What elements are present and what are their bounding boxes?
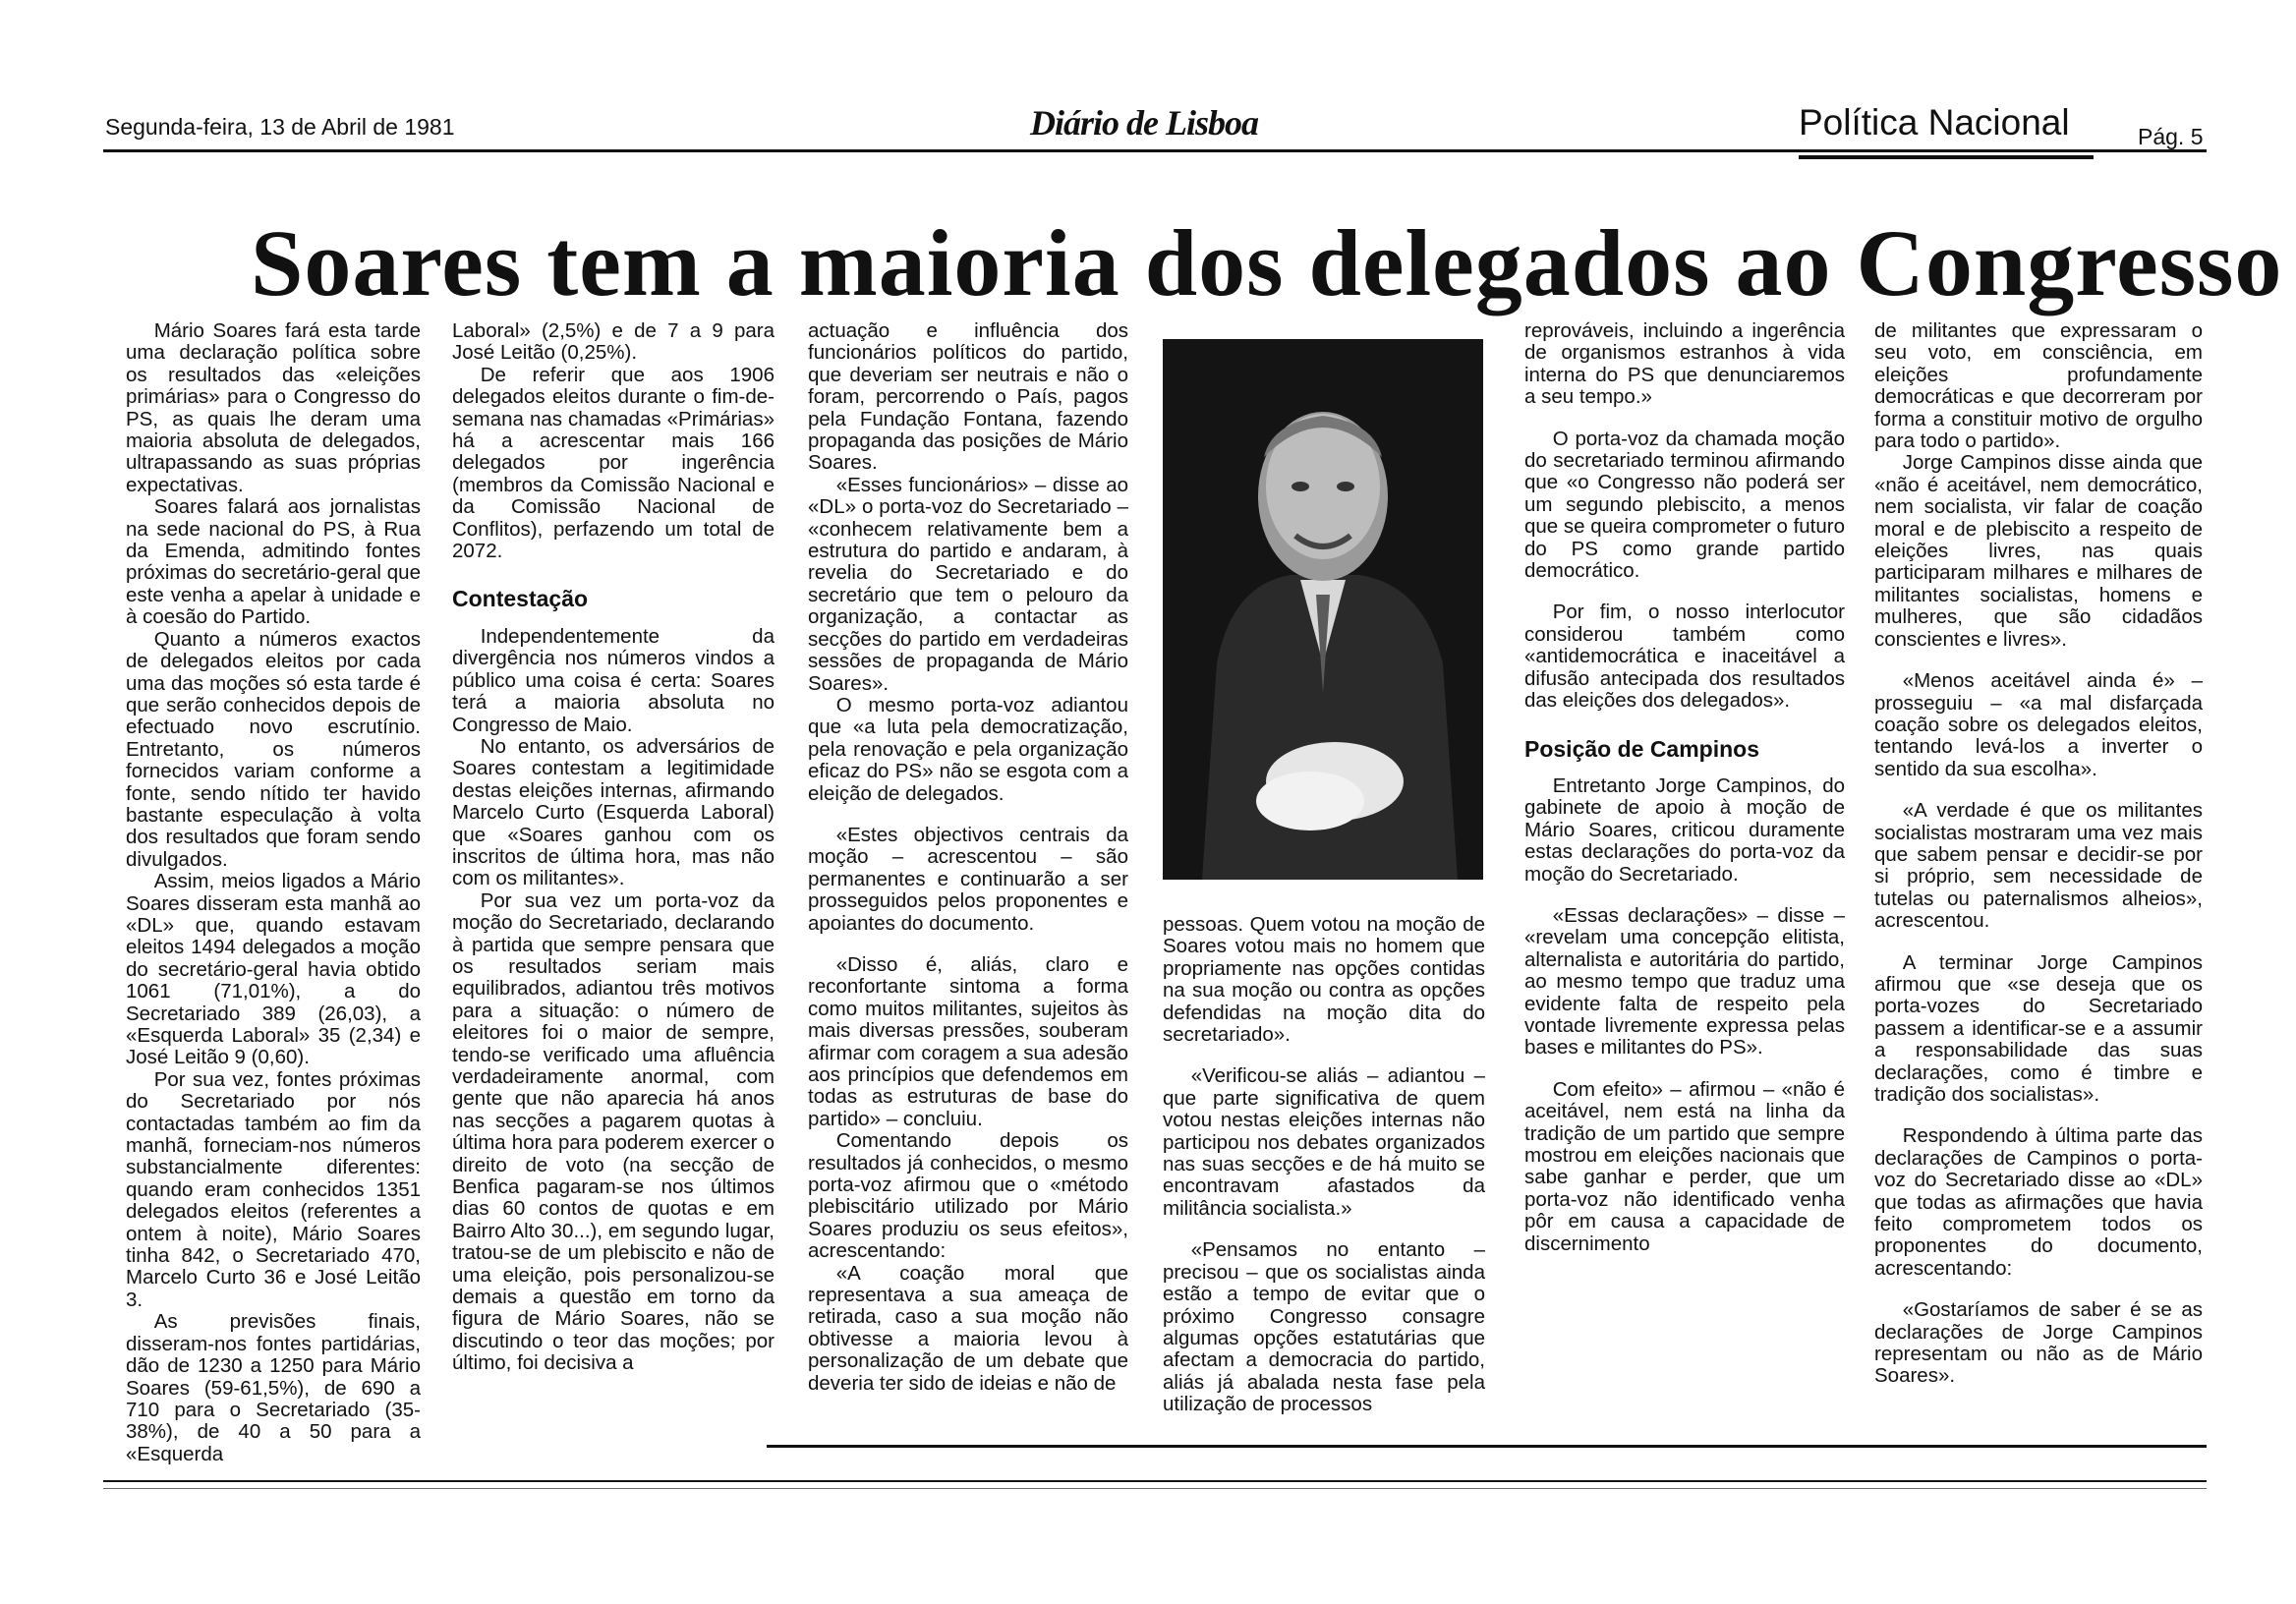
portrait-illustration <box>1163 339 1483 880</box>
section-title: Política Nacional <box>1799 102 2070 143</box>
paragraph: As previsões finais, disseram-nos fontes partidárias, dão de 1230 a 1250 para Mário Soares (59-61,5%), de 690 a 710 para o Secretariado (35-38%), de 40 a 50 para a «Esquerda <box>126 1310 421 1465</box>
paragraph: No entanto, os adversários de Soares contestam a legitimidade destas eleições internas, afirmando Marcelo Curto (Esquerda Laboral) que «Soares ganhou com os inscritos de última hora, mas não com os militantes». <box>452 734 775 890</box>
paragraph: O porta-voz da chamada moção do secretariado terminou afirmando que «o Congresso não poderá ser um segundo plebiscito, a menos que se queira comprometer o futuro do PS como grande partido democrático. <box>1524 427 1845 583</box>
paragraph: «A verdade é que os militantes socialistas mostraram uma vez mais que sabem pensar e decidir-se por si próprio, sem necessidade de tutelas ou paternalismos alheios», acrescentou. <box>1874 799 2203 933</box>
paragraph: «Menos aceitável ainda é» – prosseguiu – «a mal disfarçada coação sobre os delegados eleitos, tentando levá-los a inverter o sentido da sua escolha». <box>1874 669 2203 780</box>
page-bottom-rule-thin <box>103 1488 2207 1489</box>
paragraph: de militantes que expressaram o seu voto, em consciência, em eleições profundamente democráticas e que decorreram por forma a constituir motivo de orgulho para todo o partido». <box>1874 319 2203 453</box>
paragraph: «Pensamos no entanto – precisou – que os socialistas ainda estão a tempo de evitar que o próximo Congresso consagre algumas opções estatutárias que afectam a democracia do partido, aliás já abalada nesta fase pela utilização de processos <box>1163 1238 1485 1416</box>
article-column-5 <box>1524 320 1845 1255</box>
paragraph: Por fim, o nosso interlocutor considerou também como «antidemocrática e inaceitável a difusão antecipada dos resultados das eleições dos delegados». <box>1524 601 1845 713</box>
paragraph: Quanto a números exactos de delegados eleitos por cada uma das moções só esta tarde é que serão conhecidos depois de efectuado novo escrutínio. Entretanto, os números fornecidos variam conforme a fonte, sendo nítido ter havido bastante especulação à volta dos resultados que foram sendo divulgados. <box>126 627 421 871</box>
article-headline: Soares tem a maioria dos delegados ao Congresso <box>251 210 2283 315</box>
paragraph: Por sua vez um porta-voz da moção do Secretariado, declarando à partida que sempre pensara que os resultados seriam mais equilibrados, adiantou três motivos para a situação: o número de eleitores foi o maior de sempre, tendo-se verificado uma afluência verdadeiramente anormal, com gente que não aparecia há anos nas secções a pagarem quotas à última hora para poderem exercer o direito de voto (na secção de Benfica pagaram-se nos últimos dias 60 contos de quotas e em Bairro Alto 30...), em segundo lugar, tratou-se de um plebiscito e não de uma eleição, pois personalizou-se demais a questão em torno da figura de Mário Soares, não se discutindo o teor das moções; por último, foi decisiva a <box>452 888 775 1375</box>
header-rule <box>103 149 2207 152</box>
article-column-3 <box>808 320 1128 1395</box>
paragraph: «Verificou-se aliás – adiantou – que parte significativa de quem votou nestas eleições internas não participou nos debates organizados nas suas secções e de há muito se encontravam afastados da militância socialista.» <box>1163 1064 1485 1220</box>
paragraph: «Esses funcionários» – disse ao «DL» o porta-voz do Secretariado – «conhecem relativamente bem a estrutura do partido e andaram, à revelia do Secretariado e do secretário que tem o pelouro da organização, a contactar as secções do partido em verdadeiras sessões de propaganda de Mário Soares». <box>808 473 1128 695</box>
paragraph: «Essas declarações» – disse – «revelam uma concepção elitista, alternalista e autoritária do partido, ao mesmo tempo que traduz uma evidente falta de respeito pela vontade livremente expressa pelas bases e militantes do PS». <box>1524 903 1845 1060</box>
article-column-6 <box>1874 320 2203 1388</box>
article-column-4 <box>1163 914 1485 1416</box>
paragraph: reprováveis, incluindo a ingerência de organismos estranhos à vida interna do PS que denunciaremos a seu tempo.» <box>1524 319 1845 409</box>
paragraph: Por sua vez, fontes próximas do Secretariado por nós contactadas também ao fim da manhã, forneciam-nos números substancialmente diferentes: quando eram conhecidos 1351 delegados eleitos (referentes a ontem à noite), Mário Soares tinha 842, o Secretariado 470, Marcelo Curto 36 e José Leitão 3. <box>126 1067 421 1311</box>
paragraph: «Gostaríamos de saber é se as declarações de Jorge Campinos representam ou não as de Mário Soares». <box>1874 1298 2203 1388</box>
paragraph: Jorge Campinos disse ainda que «não é aceitável, nem democrático, nem socialista, vir falar de coação moral e de plebiscito a respeito de eleições livres, nas quais participaram milhares e milhares de militantes socialistas, homens e mulheres, que são cidadãos conscientes e livres». <box>1874 451 2203 651</box>
paragraph: «Estes objectivos centrais da moção – acrescentou – são permanentes e continuarão a ser prosseguidos pelos proponentes e apoiantes do documento. <box>808 823 1128 935</box>
paragraph: «Disso é, aliás, claro e reconfortante sintoma a forma como muitos militantes, sujeitos às mais diversas pressões, souberam afirmar com coragem a sua adesão aos princípios que defendemos em todas as estruturas de base do partido» – concluiu. <box>808 952 1128 1130</box>
paragraph: Assim, meios ligados a Mário Soares disseram esta manhã ao «DL» que, quando estavam eleitos 1494 delegados a moção do secretário-geral havia obtido 1061 (71,01%), a do Secretariado 389 (26,03), a «Esquerda Laboral» 35 (2,34) e José Leitão 9 (0,60). <box>126 870 421 1069</box>
paragraph: pessoas. Quem votou na moção de Soares votou mais no homem que propriamente nas opções contidas na sua moção ou contra as opções defendidas na moção dita do secretariado». <box>1163 913 1485 1047</box>
paragraph: O mesmo porta-voz adiantou que «a luta pela democratização, pela renovação e pela organização eficaz do PS» não se esgota com a eleição de delegados. <box>808 693 1128 805</box>
paragraph: Com efeito» – afirmou – «não é aceitável, nem está na linha da tradição de um partido que sempre mostrou em eleições nacionais que sabe ganhar e perder, que um porta-voz não identificado venha pôr em causa a capacidade de discernimento <box>1524 1077 1845 1255</box>
paragraph: Mário Soares fará esta tarde uma declaração política sobre os resultados das «eleições primárias» para o Congresso do PS, as quais lhe deram uma maioria absoluta de delegados, ultrapassando as suas próprias expectativas. <box>126 319 421 496</box>
portrait-photo <box>1163 339 1483 880</box>
paragraph: Soares falará aos jornalistas na sede nacional do PS, à Rua da Emenda, admitindo fontes próximas do secretário-geral que este venha a apelar à unidade e à coesão do Partido. <box>126 495 421 629</box>
paragraph: Independentemente da divergência nos números vindos a público uma coisa é certa: Soares terá a maioria absoluta no Congresso de Maio. <box>452 624 775 736</box>
paragraph: Comentando depois os resultados já conhecidos, o mesmo porta-voz afirmou que o «método plebiscitário utilizado por Mário Soares produziu os seus efeitos», acrescentando: <box>808 1129 1128 1263</box>
subheading-posicao-de-campinos: Posição de Campinos <box>1524 735 1760 762</box>
paragraph: actuação e influência dos funcionários políticos do partido, que deveriam ser neutrais e não o foram, percorrendo o País, pagos pela Fundação Fontana, fazendo propaganda das posições de Mário Soares. <box>808 319 1128 475</box>
article-end-rule <box>767 1445 2207 1448</box>
subheading-contestacao: Contestação <box>452 586 589 612</box>
newspaper-masthead: Diário de Lisboa <box>1030 103 1258 143</box>
paragraph: «A coação moral que representava a sua ameaça de retirada, caso a sua moção não obtivesse a maioria levou à personalização de um debate que deveria ter sido de ideias e não de <box>808 1261 1128 1395</box>
page-number: Pág. 5 <box>2138 124 2204 149</box>
article-column-1 <box>126 320 421 1465</box>
paragraph: A terminar Jorge Campinos afirmou que «se deseja que os porta-vozes do Secretariado passem a identificar-se e a assumir a responsabilidade das suas declarações, como é timbre e tradição dos socialistas». <box>1874 950 2203 1106</box>
section-underline <box>1799 155 2094 159</box>
paragraph: Entretanto Jorge Campinos, do gabinete de apoio à moção de Mário Soares, criticou duramente estas declarações do porta-voz da moção do Secretariado. <box>1524 773 1845 886</box>
paragraph: De referir que aos 1906 delegados eleitos durante o fim-de-semana nas chamadas «Primárias» há a acrescentar mais 166 delegados por ingerência (membros da Comissão Nacional e da Comissão Nacional de Conflitos), perfazendo um total de 2072. <box>452 363 775 563</box>
page-bottom-rule <box>103 1480 2207 1482</box>
publication-date: Segunda-feira, 13 de Abril de 1981 <box>105 114 455 140</box>
paragraph: Respondendo à última parte das declarações de Campinos o porta-voz do Secretariado disse ao «DL» que todas as afirmações que havia feito comprometem todos os proponentes do documento, acrescentando: <box>1874 1124 2203 1280</box>
paragraph: Laboral» (2,5%) e de 7 a 9 para José Leitão (0,25%). <box>452 319 775 365</box>
article-column-2 <box>452 320 775 1375</box>
